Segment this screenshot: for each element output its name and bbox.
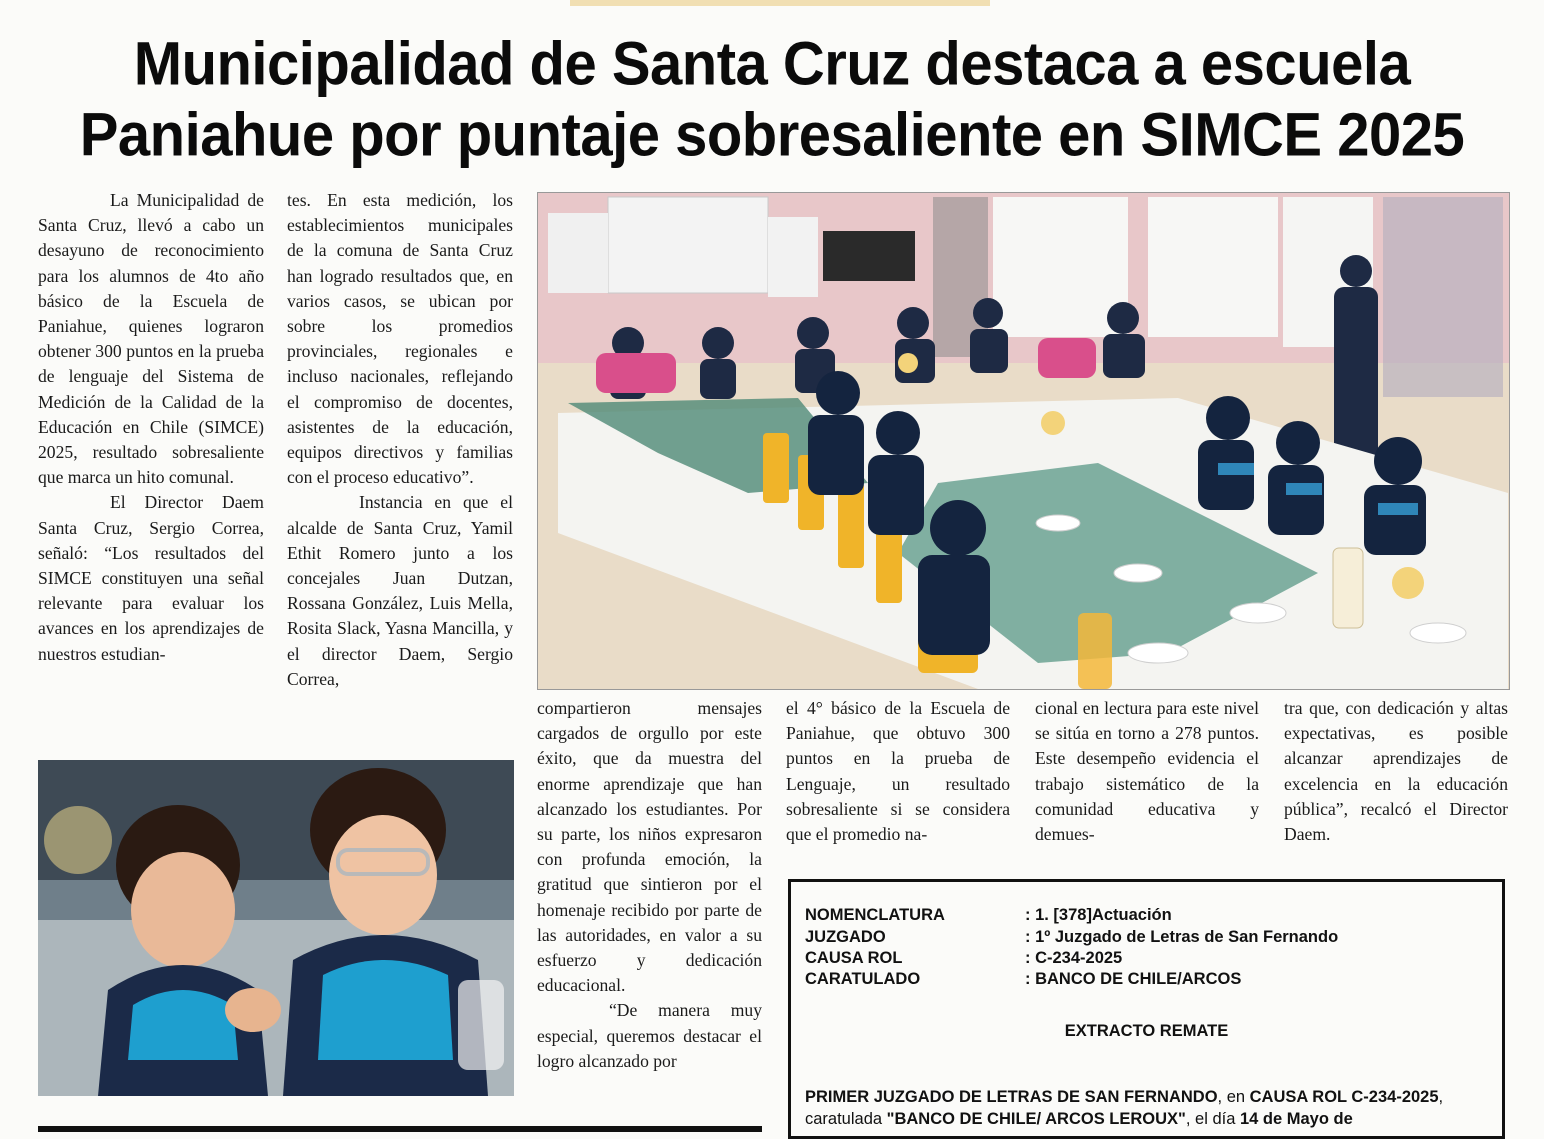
headline-line-2: Paniahue por puntaje sobresaliente en SIMCE 2025 [79, 101, 1465, 170]
legal-value: : C-234-2025 [1025, 949, 1123, 967]
legal-body-court: PRIMER JUZGADO DE LETRAS DE SAN FERNANDO [805, 1088, 1218, 1106]
bottom-rule [38, 1126, 762, 1132]
legal-notice-box [788, 879, 1505, 1139]
article-paragraph: el 4° básico de la Escuela de Paniahue, que obtuvo 300 puntos en la prueba de Lenguaje, un resultado sobresaliente si se considera que el promedio na- [786, 698, 1010, 845]
legal-body-text: , el día [1185, 1110, 1240, 1128]
article-column-2 [287, 188, 513, 692]
legal-body-case: CAUSA ROL C-234-2025 [1249, 1088, 1439, 1106]
article-paragraph: compartieron mensajes cargados de orgullo por este éxito, que da muestra del enorme aprendizaje que han alcanzado los estudiantes. Por su parte, los niños expresaron con profunda emoción, la gratitud que sintieron por el homenaje recibido por parte de las autoridades, en valor a su esfuerzo y dedicación educacional. [537, 698, 762, 996]
article-paragraph: tes. En esta medición, los establecimientos municipales de la comuna de Santa Cruz han logrado resultados que, en varios casos, se ubican por sobre los promedios provinciales, regionales e incluso nacionales, reflejando el compromiso de docentes, asistentes de la educación, equipos directivos y familias con el proceso educativo”. [287, 190, 513, 488]
article-paragraph: Instancia en que el alcalde de Santa Cruz, Yamil Ethit Romero junto a los concejales Juan Dutzan, Rossana González, Luis Mella, Rosita Slack, Yasna Mancilla, y el director Daem, Sergio Correa, [287, 492, 513, 689]
article-column-5 [1035, 696, 1259, 847]
photo-two-girls-image [38, 760, 514, 1096]
headline [0, 29, 1544, 172]
legal-body-text: , caratulada [805, 1088, 1444, 1128]
legal-row-causa-rol [805, 949, 1122, 968]
legal-key: NOMENCLATURA [805, 906, 945, 924]
photo-breakfast-ceremony-image [538, 193, 1509, 689]
legal-key: JUZGADO [805, 928, 886, 946]
article-paragraph: cional en lectura para este nivel se sitúa en torno a 278 puntos. Este desempeño evidencia el trabajo sistemático de la comunidad educativa y demues- [1035, 698, 1259, 845]
legal-body [805, 1086, 1491, 1130]
article-column-3 [537, 696, 762, 1074]
article-paragraph: tra que, con dedicación y altas expectativas, es posible alcanzar aprendizajes de excelencia en la educación pública”, recalcó el Director Daem. [1284, 698, 1508, 845]
legal-body-date: 14 de Mayo de [1239, 1110, 1353, 1128]
header-color-band [570, 0, 990, 6]
article-paragraph: El Director Daem Santa Cruz, Sergio Correa, señaló: “Los resultados del SIMCE constituyen una señal relevante para evaluar los avances en los aprendizajes de nuestros estudian- [38, 492, 264, 664]
legal-key: CAUSA ROL [805, 949, 903, 967]
article-column-1 [38, 188, 264, 667]
legal-value: : 1. [378]Actuación [1025, 906, 1172, 924]
legal-body-text: , en [1217, 1088, 1250, 1106]
article-column-6 [1284, 696, 1508, 847]
legal-key: CARATULADO [805, 970, 921, 988]
article-column-4 [786, 696, 1010, 847]
legal-body-caption: "BANCO DE CHILE/ ARCOS LEROUX" [886, 1110, 1186, 1128]
legal-value: : BANCO DE CHILE/ARCOS [1025, 970, 1242, 988]
photo-two-girls [38, 760, 514, 1096]
legal-row-caratulado [805, 970, 1241, 989]
legal-value: : 1º Juzgado de Letras de San Fernando [1025, 928, 1339, 946]
legal-title: EXTRACTO REMATE [1064, 1022, 1229, 1040]
photo-breakfast-ceremony [537, 192, 1510, 690]
legal-row-juzgado [805, 928, 1338, 947]
headline-line-1: Municipalidad de Santa Cruz destaca a escuela [133, 29, 1411, 98]
article-paragraph: La Municipalidad de Santa Cruz, llevó a cabo un desayuno de reconocimiento para los alumnos de 4to año básico de la Escuela de Paniahue, quienes lograron obtener 300 puntos en la prueba de lenguaje del Sistema de Medición de la Calidad de la Educación en Chile (SIMCE) 2025, resultado sobresaliente que marca un hito comunal. [38, 190, 264, 488]
article-paragraph: “De manera muy especial, queremos destacar el logro alcanzado por [537, 1000, 762, 1071]
legal-row-nomenclatura [805, 906, 1172, 925]
